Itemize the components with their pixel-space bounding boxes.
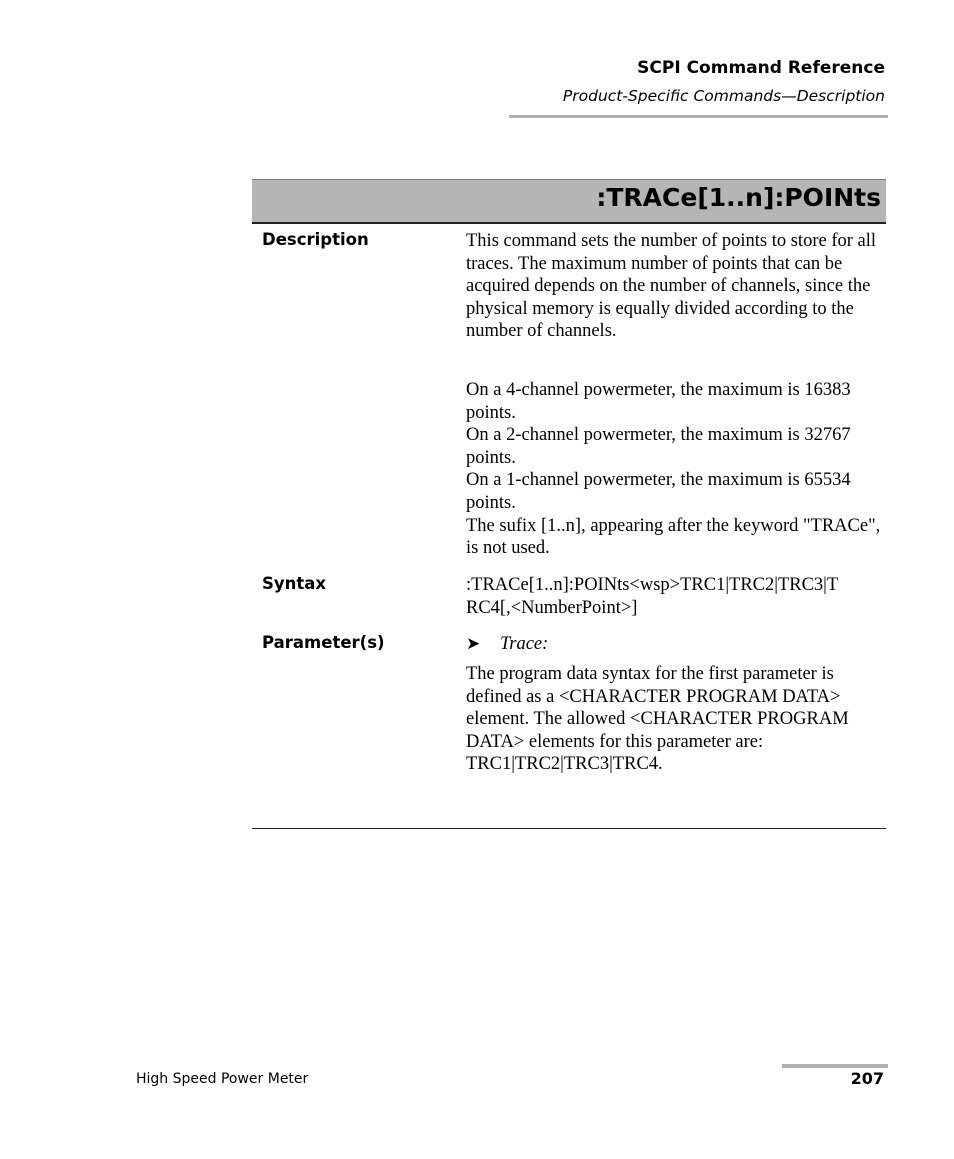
note-line: On a 1-channel powermeter, the maximum is 65534 points. — [466, 470, 851, 513]
description-body — [466, 230, 884, 343]
parameter-text: The program data syntax for the first parameter is defined as a <CHARACTER PROGRAM DATA> element. The allowed <CHARACTER PROGRAM DATA> elements for this parameter are: TRC1|TRC2|TRC3|TRC4. — [466, 664, 849, 775]
parameter-description — [466, 663, 884, 776]
footer-product: High Speed Power Meter — [136, 1071, 309, 1087]
arrow-bullet-icon: ➤ — [466, 634, 481, 654]
header-rule — [509, 115, 888, 118]
page-number: 207 — [850, 1069, 884, 1088]
syntax-line: RC4[,<NumberPoint>] — [466, 597, 638, 618]
note-line: On a 2-channel powermeter, the maximum is 32767 points. — [466, 425, 851, 468]
note-line: On a 4-channel powermeter, the maximum is 16383 points. — [466, 380, 851, 423]
section-end-rule — [252, 828, 886, 829]
header-subtitle: Product-Specific Commands—Description — [562, 87, 885, 105]
syntax-label: Syntax — [262, 574, 327, 593]
syntax-line: :TRACe[1..n]:POINts<wsp>TRC1|TRC2|TRC3|T — [466, 575, 839, 595]
parameter-bullet — [466, 633, 548, 655]
command-title-bar — [252, 179, 886, 224]
parameters-label: Parameter(s) — [262, 633, 385, 652]
description-paragraph: This command sets the number of points to store for all traces. The maximum number of points that can be acquired depends on the number of channels, since the physical memory is equally divided according to the number of channels. — [466, 231, 877, 342]
description-label: Description — [262, 230, 369, 249]
description-notes — [466, 379, 884, 560]
header-title: SCPI Command Reference — [637, 58, 885, 78]
parameter-name: Trace: — [500, 634, 549, 654]
footer-rule — [782, 1064, 888, 1068]
syntax-body — [466, 574, 884, 619]
note-line: The sufix [1..n], appearing after the keyword "TRACe", is not used. — [466, 515, 881, 559]
command-title: :TRACe[1..n]:POINts — [596, 183, 881, 212]
